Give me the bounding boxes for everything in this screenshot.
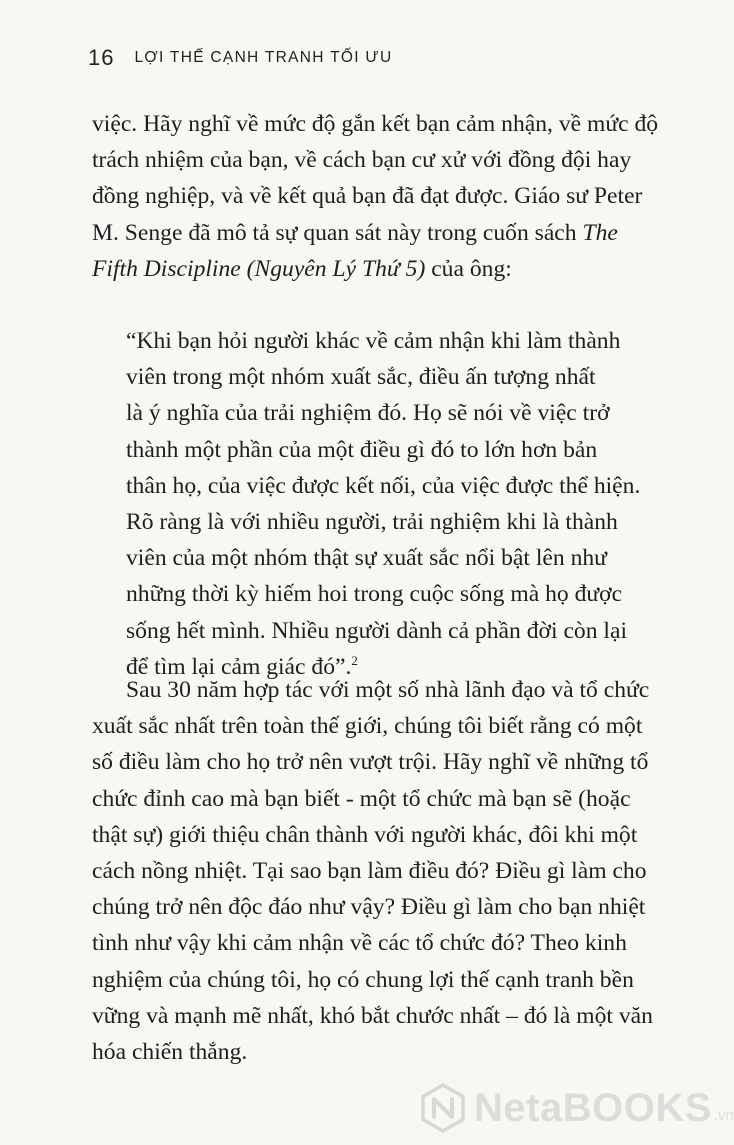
text-line: xuất sắc nhất trên toàn thế giới, chúng tôi biết rằng có một xyxy=(92,713,643,740)
quote-line: “Khi bạn hỏi người khác về cảm nhận khi làm thành xyxy=(126,328,621,354)
text-line-part: M. Senge đã mô tả sự quan sát này trong cuốn sách xyxy=(92,219,583,246)
quote-line: thân họ, của việc được kết nối, của việc được thể hiện. xyxy=(126,472,641,499)
text-line-tail: của ông: xyxy=(425,255,512,282)
quote-line: Rõ ràng là với nhiều người, trải nghiệm khi là thành xyxy=(126,509,618,536)
quote-line: viên trong một nhóm xuất sắc, điều ấn tượng nhất xyxy=(126,364,596,391)
text-line: hóa chiến thắng. xyxy=(92,1039,248,1066)
page-header xyxy=(88,38,392,78)
text-line: việc. Hãy nghĩ về mức độ gắn kết bạn cảm nhận, về mức độ xyxy=(92,111,659,137)
text-line: vững và mạnh mẽ nhất, khó bắt chước nhất – đó là một văn xyxy=(92,1002,653,1029)
text-line xyxy=(92,251,678,287)
text-line: số điều làm cho họ trở nên vượt trội. Hãy nghĩ về những tổ xyxy=(92,749,649,776)
text-line: tình như vậy khi cảm nhận về các tổ chức đó? Theo kinh xyxy=(92,930,627,957)
text-line: trách nhiệm của bạn, về cách bạn cư xử với đồng đội hay xyxy=(92,147,632,174)
quote-line: những thời kỳ hiếm hoi trong cuộc sống mà họ được xyxy=(126,581,623,608)
watermark xyxy=(418,1080,734,1136)
text-line: chúng trở nên độc đáo như vậy? Điều gì làm cho bạn nhiệt xyxy=(92,894,646,921)
book-title-part2: Fifth Discipline (Nguyên Lý Thứ 5) xyxy=(92,255,426,282)
text-line: đồng nghiệp, và về kết quả bạn đã đạt được. Giáo sư Peter xyxy=(92,183,643,210)
quote-line: sống hết mình. Nhiều người dành cả phần đời còn lại xyxy=(126,617,627,644)
page-number: 16 xyxy=(88,45,115,70)
paragraph-continuation xyxy=(92,106,678,287)
quote-line: là ý nghĩa của trải nghiệm đó. Họ sẽ nói về việc trở xyxy=(126,400,610,427)
text-line xyxy=(92,215,678,251)
block-quote xyxy=(126,323,678,685)
watermark-suffix: .vn xyxy=(713,1107,734,1124)
watermark-brand: NetaBOOKS xyxy=(474,1085,712,1130)
footnote-marker: 2 xyxy=(351,652,358,668)
quote-line: viên của một nhóm thật sự xuất sắc nổi bật lên như xyxy=(126,545,607,572)
paragraph-main xyxy=(92,672,678,1070)
quote-line: thành một phần của một điều gì đó to lớn hơn bản xyxy=(126,436,598,463)
text-line: thật sự) giới thiệu chân thành với người khác, đôi khi một xyxy=(92,821,638,848)
text-line: chức đỉnh cao mà bạn biết - một tổ chức mà bạn sẽ (hoặc xyxy=(92,785,631,812)
text-line: cách nồng nhiệt. Tại sao bạn làm điều đó? Điều gì làm cho xyxy=(92,858,647,885)
running-title: LỢI THẾ CẠNH TRANH TỐI ƯU xyxy=(134,49,393,66)
book-title-part1: The xyxy=(582,219,618,246)
quote-last-text: để tìm lại cảm giác đó”. xyxy=(126,653,352,680)
netabooks-logo-icon xyxy=(418,1083,468,1133)
text-line: Sau 30 năm hợp tác với một số nhà lãnh đạo và tổ chức xyxy=(126,677,650,703)
text-line: nghiệm của chúng tôi, họ có chung lợi thế cạnh tranh bền xyxy=(92,966,634,993)
